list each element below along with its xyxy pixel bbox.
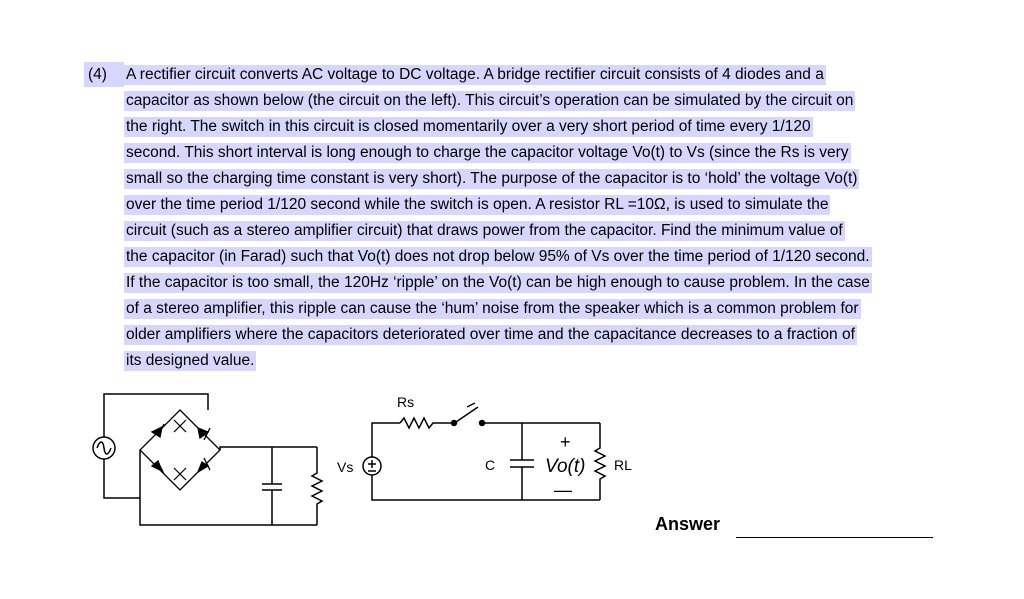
c-label: C [485,457,496,473]
question-line: the capacitor (in Farad) such that Vo(t) does not drop below 95% of Vs over the time period of 1/120 second. [126,248,870,265]
question-line: small so the charging time constant is very short). The purpose of the capacitor is to ‘hold’ the voltage Vo(t) [126,170,858,187]
question-line: capacitor as shown below (the circuit on the left). This circuit’s operation can be simulated by the circuit on [126,92,854,109]
vo-minus: — [554,480,572,500]
answer-blank[interactable] [736,537,933,538]
question-line: second. This short interval is long enough to charge the capacitor voltage Vo(t) to Vs (since the Rs is very [126,144,849,161]
answer-label: Answer [655,514,721,534]
question-line: A rectifier circuit converts AC voltage to DC voltage. A bridge rectifier circuit consists of 4 diodes and a [126,66,824,83]
question-line: over the time period 1/120 second while the switch is open. A resistor RL =10Ω, is used to simulate the [126,196,829,213]
vs-label: Vs [337,459,354,475]
question-line: the right. The switch in this circuit is closed momentarily over a very short period of time every 1/120 [126,118,811,135]
question-line: of a stereo amplifier, this ripple can cause the ‘hum’ noise from the speaker which is a common problem for [126,300,859,317]
question-line: circuit (such as a stereo amplifier circuit) that draws power from the capacitor. Find the minimum value of [126,222,843,239]
question-line: If the capacitor is too small, the 120Hz ‘ripple’ on the Vo(t) can be high enough to cause problem. In the case [126,274,870,291]
question-number: (4) [88,66,107,83]
rs-label: Rs [397,394,415,410]
vo-plus: + [560,432,571,452]
vo-label: Vo(t) [545,456,586,477]
rl-label: RL [614,457,632,473]
question-line: older amplifiers where the capacitors deteriorated over time and the capacitance decreases to a fraction of [126,326,855,343]
question-line: its designed value. [126,352,255,369]
